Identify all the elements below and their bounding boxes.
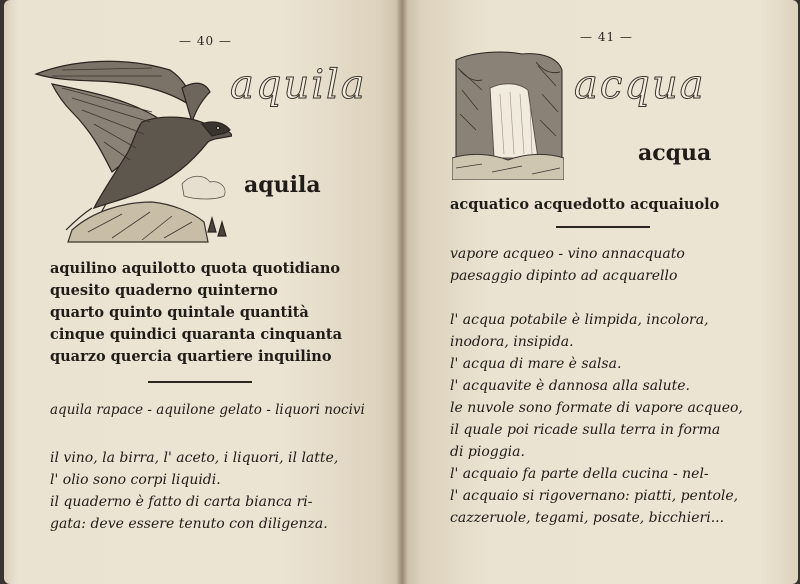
phrase-line: aquila rapace - aquilone gelato - liquori nocivi (50, 402, 365, 418)
sentence-line-9: l' acquaio si rigovernano: piatti, pentole, (450, 488, 739, 504)
word-line-2: quesito quaderno quinterno (50, 282, 278, 299)
sentence-line-4: gata: deve essere tenuto con diligenza. (50, 516, 328, 532)
sentence-line-10: cazzeruole, tegami, posate, bicchieri... (450, 510, 725, 526)
bold-word-aquila: aquila (244, 172, 321, 198)
left-page (4, 0, 402, 584)
script-title-aquila: aquila (230, 62, 367, 108)
word-line-5: quarzo quercia quartiere inquilino (50, 348, 332, 365)
page-number-left: — 40 — (179, 34, 232, 48)
word-line-1: aquilino aquilotto quota quotidiano (50, 260, 341, 277)
sentence-line-1: il vino, la birra, l' aceto, i liquori, il latte, (50, 450, 339, 466)
bold-word-acqua: acqua (638, 140, 712, 166)
right-page (402, 0, 798, 584)
word-line: acquatico acquedotto acquaiuolo (450, 196, 720, 213)
word-line-4: cinque quindici quaranta cinquanta (50, 326, 342, 343)
sentence-line-7: di pioggia. (450, 444, 525, 460)
page-number-right: — 41 — (580, 30, 633, 44)
sentence-line-8: l' acquaio fa parte della cucina - nel- (450, 466, 709, 482)
phrase-line-1: vapore acqueo - vino annacquato (450, 246, 685, 262)
sentence-line-2: inodora, insipida. (450, 334, 574, 350)
phrase-line-2: paesaggio dipinto ad acquarello (450, 268, 678, 284)
sentence-line-3: l' acqua di mare è salsa. (450, 356, 622, 372)
sentence-line-2: l' olio sono corpi liquidi. (50, 472, 221, 488)
sentence-line-1: l' acqua potabile è limpida, incolora, (450, 312, 709, 328)
script-title-acqua: acqua (574, 62, 706, 108)
sentence-line-4: l' acquavite è dannosa alla salute. (450, 378, 691, 394)
eagle-illustration (32, 52, 232, 244)
divider-rule (556, 226, 650, 228)
word-line-3: quarto quinto quintale quantità (50, 304, 309, 321)
sentence-line-5: le nuvole sono formate di vapore acqueo, (450, 400, 743, 416)
divider-rule (148, 381, 252, 383)
sentence-line-3: il quaderno è fatto di carta bianca ri- (50, 494, 313, 510)
book-gutter (396, 0, 408, 584)
waterfall-illustration (452, 50, 564, 180)
sentence-line-6: il quale poi ricade sulla terra in forma (450, 422, 721, 438)
